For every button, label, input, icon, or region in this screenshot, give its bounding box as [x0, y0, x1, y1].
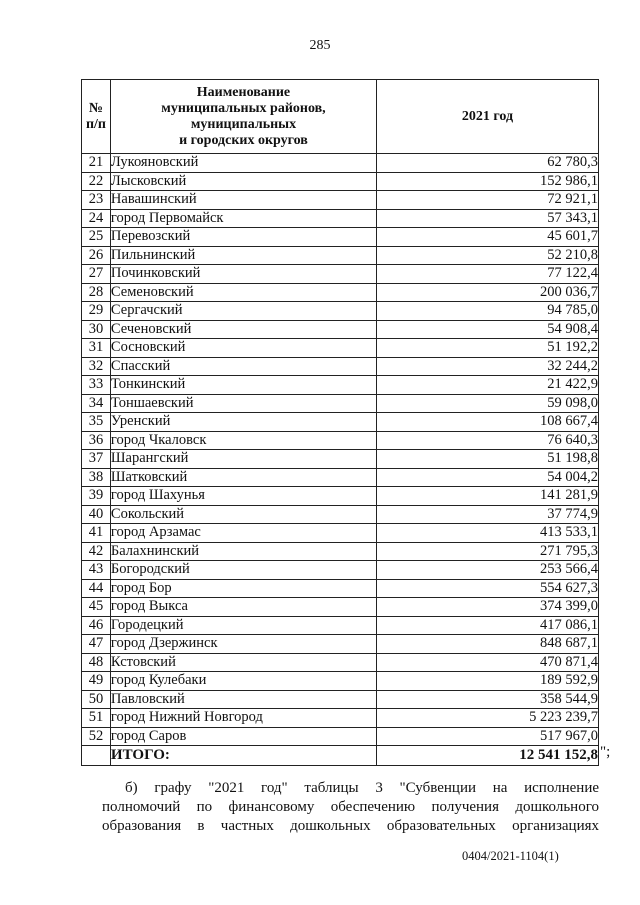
table-row — [82, 450, 599, 469]
row-value: 62 780,3 — [377, 154, 599, 173]
row-value: 77 122,4 — [377, 265, 599, 284]
table-row — [82, 228, 599, 247]
header-number: № п/п — [82, 80, 111, 154]
table-row — [82, 431, 599, 450]
row-number: 23 — [82, 191, 111, 210]
row-name: город Дзержинск — [110, 635, 376, 654]
row-name: город Чкаловск — [110, 431, 376, 450]
row-name: Городецкий — [110, 616, 376, 635]
row-number: 36 — [82, 431, 111, 450]
row-name: город Саров — [110, 727, 376, 746]
row-name: Лысковский — [110, 172, 376, 191]
row-name: Сосновский — [110, 339, 376, 358]
row-value: 200 036,7 — [377, 283, 599, 302]
table-row — [82, 690, 599, 709]
row-number: 28 — [82, 283, 111, 302]
total-row — [82, 746, 599, 766]
table-row — [82, 579, 599, 598]
row-value: 54 908,4 — [377, 320, 599, 339]
row-name: город Нижний Новгород — [110, 709, 376, 728]
header-year: 2021 год — [377, 80, 599, 154]
document-code: 0404/2021-1104(1) — [462, 849, 559, 863]
row-value: 417 086,1 — [377, 616, 599, 635]
row-number: 51 — [82, 709, 111, 728]
row-name: Сокольский — [110, 505, 376, 524]
row-value: 5 223 239,7 — [377, 709, 599, 728]
row-name: Шарангский — [110, 450, 376, 469]
row-number: 33 — [82, 376, 111, 395]
row-name: Тоншаевский — [110, 394, 376, 413]
row-number: 41 — [82, 524, 111, 543]
table-row — [82, 172, 599, 191]
row-value: 152 986,1 — [377, 172, 599, 191]
table-row — [82, 320, 599, 339]
page-number: 285 — [309, 38, 331, 53]
row-value: 271 795,3 — [377, 542, 599, 561]
table-row — [82, 653, 599, 672]
table-row — [82, 283, 599, 302]
table-row — [82, 339, 599, 358]
table-row — [82, 376, 599, 395]
row-number: 21 — [82, 154, 111, 173]
paragraph — [102, 779, 599, 836]
row-value: 554 627,3 — [377, 579, 599, 598]
row-name: город Арзамас — [110, 524, 376, 543]
total-value: 12 541 152,8 — [377, 746, 599, 766]
closing-quote: "; — [600, 744, 611, 760]
row-value: 94 785,0 — [377, 302, 599, 321]
row-number: 39 — [82, 487, 111, 506]
row-name: город Кулебаки — [110, 672, 376, 691]
row-value: 57 343,1 — [377, 209, 599, 228]
row-name: Пильнинский — [110, 246, 376, 265]
row-value: 51 192,2 — [377, 339, 599, 358]
row-value: 51 198,8 — [377, 450, 599, 469]
row-name: Павловский — [110, 690, 376, 709]
row-number: 37 — [82, 450, 111, 469]
table-row — [82, 302, 599, 321]
paragraph-line: полномочий по финансовому обеспечению получения дошкольного — [102, 799, 599, 815]
row-name: Богородский — [110, 561, 376, 580]
row-value: 32 244,2 — [377, 357, 599, 376]
row-name: Уренский — [110, 413, 376, 432]
table-row — [82, 542, 599, 561]
table-row — [82, 394, 599, 413]
row-value: 21 422,9 — [377, 376, 599, 395]
row-name: Семеновский — [110, 283, 376, 302]
row-value: 413 533,1 — [377, 524, 599, 543]
table-row — [82, 598, 599, 617]
row-number: 27 — [82, 265, 111, 284]
row-number: 24 — [82, 209, 111, 228]
row-number: 49 — [82, 672, 111, 691]
row-number: 40 — [82, 505, 111, 524]
table-row — [82, 524, 599, 543]
table-row — [82, 357, 599, 376]
row-name: Перевозский — [110, 228, 376, 247]
total-label: ИТОГО: — [110, 746, 376, 766]
row-value: 72 921,1 — [377, 191, 599, 210]
row-number: 25 — [82, 228, 111, 247]
row-value: 141 281,9 — [377, 487, 599, 506]
table-row — [82, 209, 599, 228]
row-value: 848 687,1 — [377, 635, 599, 654]
row-name: Шатковский — [110, 468, 376, 487]
table-row — [82, 154, 599, 173]
row-value: 253 566,4 — [377, 561, 599, 580]
row-value: 358 544,9 — [377, 690, 599, 709]
row-number: 22 — [82, 172, 111, 191]
row-number: 48 — [82, 653, 111, 672]
row-number: 45 — [82, 598, 111, 617]
table-row — [82, 672, 599, 691]
row-number: 43 — [82, 561, 111, 580]
row-value: 374 399,0 — [377, 598, 599, 617]
row-value: 37 774,9 — [377, 505, 599, 524]
row-number: 46 — [82, 616, 111, 635]
row-number: 29 — [82, 302, 111, 321]
table-row — [82, 709, 599, 728]
table-header-row — [82, 80, 599, 154]
row-number: 44 — [82, 579, 111, 598]
row-value: 76 640,3 — [377, 431, 599, 450]
row-number: 32 — [82, 357, 111, 376]
row-name: Тонкинский — [110, 376, 376, 395]
row-number: 47 — [82, 635, 111, 654]
row-value: 59 098,0 — [377, 394, 599, 413]
table-row — [82, 468, 599, 487]
row-number: 52 — [82, 727, 111, 746]
row-number: 38 — [82, 468, 111, 487]
paragraph-line: образования в частных дошкольных образовательных организациях — [102, 818, 599, 834]
paragraph-line: б) графу "2021 год" таблицы 3 "Субвенции на исполнение — [125, 780, 599, 796]
table-row — [82, 727, 599, 746]
table-row — [82, 616, 599, 635]
subsidy-table — [81, 79, 599, 766]
row-name: Лукояновский — [110, 154, 376, 173]
row-name: Навашинский — [110, 191, 376, 210]
row-value: 45 601,7 — [377, 228, 599, 247]
row-value: 108 667,4 — [377, 413, 599, 432]
row-number: 34 — [82, 394, 111, 413]
row-number: 35 — [82, 413, 111, 432]
table-row — [82, 413, 599, 432]
table-row — [82, 265, 599, 284]
row-name: Кстовский — [110, 653, 376, 672]
row-number: 50 — [82, 690, 111, 709]
total-number-cell — [82, 746, 111, 766]
row-name: Сеченовский — [110, 320, 376, 339]
table-row — [82, 635, 599, 654]
row-number: 42 — [82, 542, 111, 561]
row-value: 189 592,9 — [377, 672, 599, 691]
row-name: Починковский — [110, 265, 376, 284]
row-value: 470 871,4 — [377, 653, 599, 672]
row-number: 30 — [82, 320, 111, 339]
row-name: Балахнинский — [110, 542, 376, 561]
table-row — [82, 505, 599, 524]
row-name: Сергачский — [110, 302, 376, 321]
row-number: 31 — [82, 339, 111, 358]
row-value: 517 967,0 — [377, 727, 599, 746]
row-name: Спасский — [110, 357, 376, 376]
table-body — [82, 154, 599, 746]
table-row — [82, 246, 599, 265]
header-name: Наименование муниципальных районов, муниципальных и городских округов — [110, 80, 376, 154]
row-name: город Бор — [110, 579, 376, 598]
row-value: 52 210,8 — [377, 246, 599, 265]
row-name: город Выкса — [110, 598, 376, 617]
row-name: город Первомайск — [110, 209, 376, 228]
row-value: 54 004,2 — [377, 468, 599, 487]
row-name: город Шахунья — [110, 487, 376, 506]
table-row — [82, 561, 599, 580]
table-row — [82, 487, 599, 506]
table-row — [82, 191, 599, 210]
row-number: 26 — [82, 246, 111, 265]
